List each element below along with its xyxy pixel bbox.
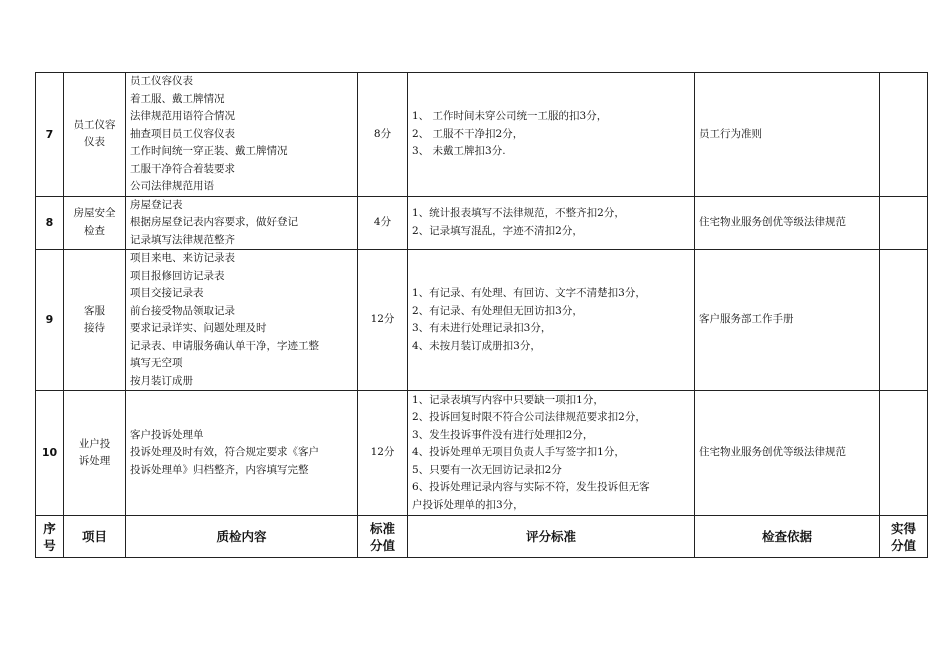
header-actual-score: 实得 分值 — [880, 516, 928, 558]
row-number: 8 — [36, 196, 64, 250]
header-content: 质检内容 — [126, 516, 358, 558]
header-standard-score: 标准 分值 — [358, 516, 408, 558]
item-name: 业户投 诉处理 — [64, 391, 126, 516]
inspection-content: 客户投诉处理单 投诉处理及时有效，符合规定要求《客户 投诉处理单》归档整齐，内容填写完整 — [126, 391, 358, 516]
item-name: 员工仪容 仪表 — [64, 73, 126, 197]
scoring-criteria: 1、统计报表填写不法律规范，不整齐扣2分， 2、记录填写混乱，字迹不清扣2分， — [408, 196, 695, 250]
inspection-basis: 住宅物业服务创优等级法律规范 — [695, 391, 880, 516]
table-row — [36, 73, 928, 197]
header-number: 序 号 — [36, 516, 64, 558]
row-number: 7 — [36, 73, 64, 197]
quality-inspection-table — [35, 72, 928, 558]
standard-score: 4分 — [358, 196, 408, 250]
scoring-criteria: 1、 工作时间未穿公司统一工服的扣3分， 2、 工服不干净扣2分， 3、 未戴工牌扣3分. — [408, 73, 695, 197]
table-row — [36, 250, 928, 391]
actual-score — [880, 73, 928, 197]
actual-score — [880, 250, 928, 391]
table-row — [36, 196, 928, 250]
standard-score: 8分 — [358, 73, 408, 197]
inspection-basis: 客户服务部工作手册 — [695, 250, 880, 391]
header-basis: 检查依据 — [695, 516, 880, 558]
inspection-content: 员工仪容仪表 着工服、戴工牌情况 法律规范用语符合情况 抽查项目员工仪容仪表 工作时间统一穿正装、戴工牌情况 工服干净符合着装要求 公司法律规范用语 — [126, 73, 358, 197]
item-name: 房屋安全 检查 — [64, 196, 126, 250]
item-name: 客服 接待 — [64, 250, 126, 391]
row-number: 9 — [36, 250, 64, 391]
standard-score: 12分 — [358, 250, 408, 391]
inspection-content: 项目来电、来访记录表 项目报修回访记录表 项目交接记录表 前台接受物品领取记录 要求记录详实、问题处理及时 记录表、申请服务确认单干净，字迹工整 填写无空项 按月装订成册 — [126, 250, 358, 391]
inspection-basis: 住宅物业服务创优等级法律规范 — [695, 196, 880, 250]
table-row — [36, 391, 928, 516]
row-number: 10 — [36, 391, 64, 516]
inspection-content: 房屋登记表 根据房屋登记表内容要求，做好登记 记录填写法律规范整齐 — [126, 196, 358, 250]
standard-score: 12分 — [358, 391, 408, 516]
scoring-criteria: 1、记录表填写内容中只要缺一项扣1分， 2、投诉回复时限不符合公司法律规范要求扣2分， 3、发生投诉事件没有进行处理扣2分， 4、投诉处理单无项目负责人手写签字扣1分， 5、只要有一次无回访记录扣2分 6、投诉处理记录内容与实际不符，发生投诉但无客 户投诉处理单的扣3分， — [408, 391, 695, 516]
inspection-basis: 员工行为准则 — [695, 73, 880, 197]
scoring-criteria: 1、有记录、有处理、有回访、文字不清楚扣3分， 2、有记录、有处理但无回访扣3分， 3、有未进行处理记录扣3分， 4、未按月装订成册扣3分， — [408, 250, 695, 391]
actual-score — [880, 391, 928, 516]
header-item: 项目 — [64, 516, 126, 558]
header-criteria: 评分标准 — [408, 516, 695, 558]
actual-score — [880, 196, 928, 250]
table-header-row — [36, 516, 928, 558]
